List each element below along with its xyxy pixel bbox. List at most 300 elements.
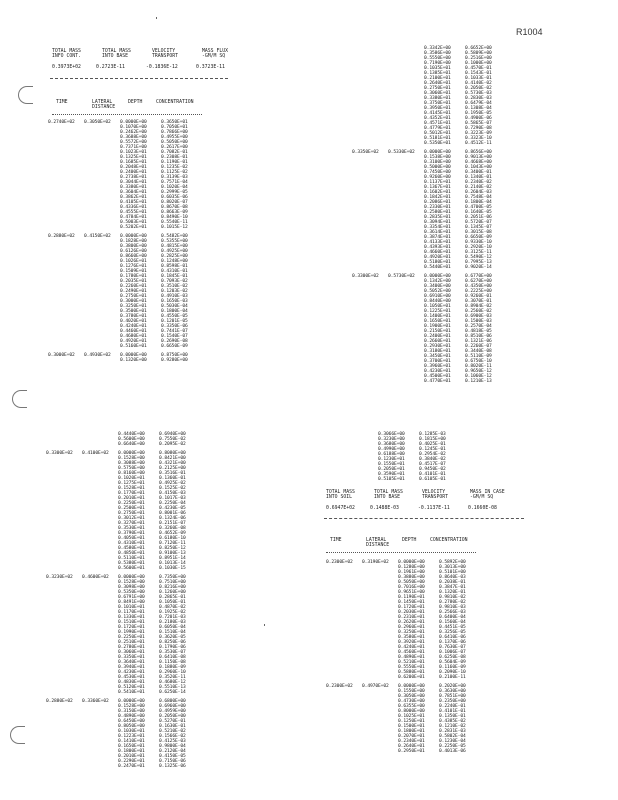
concentration-value: 0.4451E-05 bbox=[439, 625, 466, 630]
concentration-value: 0.2050E+00 bbox=[159, 714, 186, 719]
depth-value: 0.8000E+00 bbox=[398, 709, 425, 714]
concentration-value: 0.8670E-08 bbox=[161, 205, 188, 210]
concentration-value: 0.1060E-12 bbox=[465, 374, 492, 379]
depth-value: 0.4571E+01 bbox=[424, 121, 451, 126]
concentration-value: 0.1790E-06 bbox=[159, 645, 186, 650]
header-lateral: LATERAL DISTANCE bbox=[366, 538, 390, 549]
depth-value: 0.1342E+00 bbox=[424, 279, 451, 284]
binder-hole-icon bbox=[12, 390, 27, 408]
concentration-value: 0.2051E-06 bbox=[465, 215, 492, 220]
concentration-value: 0.4700E-05 bbox=[465, 205, 492, 210]
concentration-value: 0.9800E-04 bbox=[159, 744, 186, 749]
divider bbox=[326, 552, 476, 553]
depth-value: 0.3688E+00 bbox=[120, 135, 147, 140]
concentration-value: 0.2690E-08 bbox=[161, 339, 188, 344]
depth-value: 0.4145E+01 bbox=[424, 111, 451, 116]
depth-value: 0.1250E+01 bbox=[398, 719, 425, 724]
table-row bbox=[120, 225, 199, 230]
summary-right-header: MASS IN CASE -GM/M SQ bbox=[470, 490, 505, 501]
summary-right-value: 0.1660E-08 bbox=[468, 505, 497, 511]
header-concentration: CONCENTRATION bbox=[156, 100, 194, 105]
depth-value: 0.3354E+01 bbox=[424, 225, 451, 230]
summary-top-values bbox=[52, 65, 242, 70]
depth-value: 0.2086E+01 bbox=[424, 200, 451, 205]
depth-value: 0.5160E+01 bbox=[120, 344, 147, 349]
concentration-value: 0.2100E-11 bbox=[439, 675, 466, 680]
concentration-value: 0.6270E+00 bbox=[465, 279, 492, 284]
concentration-value: 0.4230E-05 bbox=[159, 506, 186, 511]
depth-value: 0.1023E+01 bbox=[120, 150, 147, 155]
concentration-value: 0.6652E+00 bbox=[465, 46, 492, 51]
summary-top-value: -0.1836E-12 bbox=[146, 64, 178, 70]
concentration-value: 0.2566E-03 bbox=[439, 610, 466, 615]
depth-value: 0.3880E+00 bbox=[398, 575, 425, 580]
concentration-value: 0.2865E-01 bbox=[159, 595, 186, 600]
page-mark bbox=[156, 17, 157, 19]
concentration-value: 0.2225E+00 bbox=[465, 289, 492, 294]
concentration-value: 0.8904E-02 bbox=[465, 304, 492, 309]
concentration-value: 0.6650E-09 bbox=[465, 235, 492, 240]
depth-value: 0.1050E+01 bbox=[424, 304, 451, 309]
depth-value: 0.4730E+00 bbox=[398, 699, 425, 704]
depth-value: 0.4460E+01 bbox=[120, 329, 147, 334]
concentration-value: 0.5540E-11 bbox=[161, 220, 188, 225]
depth-value: 0.0000E+00 bbox=[120, 234, 147, 239]
time-value: 0.2740E+02 bbox=[48, 120, 75, 125]
concentration-value: 0.9330E-10 bbox=[465, 240, 492, 245]
concentration-value: 0.3516E-01 bbox=[159, 471, 186, 476]
concentration-value: 0.8250E-06 bbox=[159, 640, 186, 645]
concentration-value: 0.1203E-02 bbox=[161, 289, 188, 294]
concentration-value: 0.2617E+00 bbox=[161, 145, 188, 150]
concentration-value: 0.1285E-03 bbox=[419, 432, 446, 437]
concentration-value: 0.1210E-13 bbox=[465, 379, 492, 384]
concentration-value: 0.8080E+00 bbox=[159, 451, 186, 456]
depth-value: 0.2620E+01 bbox=[398, 620, 425, 625]
concentration-value: 0.4900E-06 bbox=[465, 116, 492, 121]
depth-value: 0.5050E+00 bbox=[398, 580, 425, 585]
summary-top-header: TOTAL MASS INTO BASE bbox=[102, 49, 131, 60]
depth-value: 0.2070E+01 bbox=[398, 734, 425, 739]
depth-value: 0.5410E+01 bbox=[118, 690, 145, 695]
depth-value: 0.3250E+01 bbox=[398, 630, 425, 635]
concentration-value: 0.1020E-04 bbox=[161, 185, 188, 190]
depth-value: 0.9651E+00 bbox=[398, 590, 425, 595]
depth-value: 0.3604E+01 bbox=[120, 190, 147, 195]
concentration-value: 0.6410E-08 bbox=[159, 655, 186, 660]
concentration-value: 0.5490E-12 bbox=[465, 255, 492, 260]
concentration-value: 0.1235E-02 bbox=[161, 165, 188, 170]
depth-value: 0.4660E+01 bbox=[424, 250, 451, 255]
depth-value: 0.1550E+00 bbox=[398, 689, 425, 694]
concentration-value: 0.8490E-10 bbox=[161, 215, 188, 220]
depth-value: 0.1528E+01 bbox=[118, 486, 145, 491]
concentration-value: 0.2095E-02 bbox=[159, 442, 186, 447]
concentration-value: 0.1880E-09 bbox=[159, 665, 186, 670]
summary-top-value: 0.3973E+02 bbox=[52, 64, 81, 70]
concentration-value: 0.3223E-09 bbox=[465, 131, 492, 136]
depth-value: 0.4890E+01 bbox=[398, 655, 425, 660]
depth-value: 0.2750E+01 bbox=[424, 86, 451, 91]
depth-value: 0.2330E+01 bbox=[424, 205, 451, 210]
depth-value: 0.4890E+00 bbox=[118, 714, 145, 719]
concentration-value: 0.3350E-06 bbox=[161, 324, 188, 329]
depth-value: 0.2580E+01 bbox=[424, 210, 451, 215]
concentration-value: 0.9280E+00 bbox=[161, 358, 188, 363]
concentration-value: 0.9020E-14 bbox=[465, 265, 492, 270]
depth-value: 0.0000E+00 bbox=[118, 575, 145, 580]
concentration-value: 0.1245E-01 bbox=[419, 447, 446, 452]
depth-value: 0.3586E+00 bbox=[424, 51, 451, 56]
lateral-distance-value: 0.4100E+02 bbox=[82, 451, 109, 456]
concentration-value: 0.6900E-03 bbox=[465, 314, 492, 319]
depth-value: 0.1320E+00 bbox=[120, 358, 147, 363]
concentration-value: 0.7201E-03 bbox=[159, 615, 186, 620]
summary-right bbox=[326, 490, 526, 511]
depth-value: 0.1780E+01 bbox=[120, 274, 147, 279]
concentration-value: 0.8750E+00 bbox=[161, 353, 188, 358]
depth-value: 0.1276E+01 bbox=[120, 264, 147, 269]
concentration-value: 0.2151E-07 bbox=[159, 521, 186, 526]
depth-value: 0.3450E+01 bbox=[424, 354, 451, 359]
depth-value: 0.0000E+00 bbox=[398, 560, 425, 565]
depth-value: 0.3180E+01 bbox=[424, 349, 451, 354]
depth-value: 0.4830E+01 bbox=[118, 680, 145, 685]
depth-value: 0.3100E+00 bbox=[424, 160, 451, 165]
depth-value: 0.2930E+01 bbox=[424, 344, 451, 349]
depth-value: 0.7190E+00 bbox=[424, 61, 451, 66]
depth-value: 0.3750E+01 bbox=[424, 101, 451, 106]
depth-value: 0.5440E+01 bbox=[424, 265, 451, 270]
table-row bbox=[118, 566, 197, 571]
depth-value: 0.4530E+01 bbox=[118, 675, 145, 680]
depth-value: 0.3044E+01 bbox=[120, 180, 147, 185]
concentration-value: 0.3139E-03 bbox=[161, 175, 188, 180]
concentration-value: 0.7150E-06 bbox=[159, 759, 186, 764]
depth-value: 0.3680E+00 bbox=[378, 442, 405, 447]
depth-value: 0.2738E+01 bbox=[120, 175, 147, 180]
concentration-value: 0.1800E-04 bbox=[465, 200, 492, 205]
depth-value: 0.5181E+01 bbox=[424, 136, 451, 141]
concentration-value: 0.3440E-08 bbox=[465, 349, 492, 354]
table-row bbox=[398, 749, 477, 754]
concentration-value: 0.4321E+00 bbox=[159, 461, 186, 466]
depth-value: 0.3614E+01 bbox=[424, 230, 451, 235]
concentration-value: 0.4818E-05 bbox=[465, 329, 492, 334]
depth-value: 0.1225E+01 bbox=[424, 309, 451, 314]
depth-value: 0.3400E+00 bbox=[424, 284, 451, 289]
depth-value: 0.4555E+01 bbox=[120, 210, 147, 215]
time-value: 0.3350E+02 bbox=[352, 150, 379, 155]
concentration-value: 0.8656E+00 bbox=[465, 150, 492, 155]
depth-value: 0.1325E+01 bbox=[120, 155, 147, 160]
depth-value: 0.3380E+01 bbox=[120, 185, 147, 190]
depth-value: 0.3960E+01 bbox=[424, 364, 451, 369]
concentration-value: 0.4955E+00 bbox=[161, 135, 188, 140]
concentration-value: 0.3015E-08 bbox=[465, 230, 492, 235]
concentration-value: 0.6250E-14 bbox=[159, 690, 186, 695]
concentration-value: 0.3630E+00 bbox=[439, 689, 466, 694]
concentration-value: 0.6960E+00 bbox=[159, 704, 186, 709]
depth-value: 0.1720E+01 bbox=[118, 625, 145, 630]
concentration-value: 0.4815E+00 bbox=[161, 244, 188, 249]
depth-value: 0.4920E+01 bbox=[424, 255, 451, 260]
depth-value: 0.3350E+01 bbox=[118, 655, 145, 660]
depth-value: 0.8440E+00 bbox=[424, 299, 451, 304]
depth-value: 0.1137E+01 bbox=[424, 180, 451, 185]
concentration-value: 0.7630E-07 bbox=[439, 645, 466, 650]
depth-value: 0.1400E+01 bbox=[424, 314, 451, 319]
concentration-value: 0.2308E-01 bbox=[161, 155, 188, 160]
concentration-value: 0.5892E+00 bbox=[439, 560, 466, 565]
depth-value: 0.3580E+01 bbox=[398, 635, 425, 640]
concentration-value: 0.2825E+00 bbox=[161, 254, 188, 259]
summary-top-headers bbox=[52, 49, 242, 60]
concentration-value: 0.2960E-10 bbox=[159, 670, 186, 675]
depth-value: 0.4990E+00 bbox=[378, 447, 405, 452]
concentration-value: 0.1540E-07 bbox=[161, 334, 188, 339]
concentration-value: 0.1230E-04 bbox=[439, 739, 466, 744]
depth-value: 0.2660E+01 bbox=[424, 339, 451, 344]
depth-value: 0.3098E+00 bbox=[118, 585, 145, 590]
depth-value: 0.5202E+01 bbox=[120, 225, 147, 230]
depth-value: 0.2250E+01 bbox=[118, 501, 145, 506]
concentration-value: 0.6400E-04 bbox=[439, 615, 466, 620]
document-id: R1004 bbox=[516, 27, 543, 37]
depth-value: 0.4779E+01 bbox=[424, 126, 451, 131]
depth-value: 0.1410E+01 bbox=[118, 739, 145, 744]
concentration-value: 0.5101E+00 bbox=[439, 570, 466, 575]
depth-value: 0.2030E+01 bbox=[398, 610, 425, 615]
depth-value: 0.3862E+01 bbox=[120, 195, 147, 200]
concentration-value: 0.1320E-01 bbox=[439, 590, 466, 595]
depth-value: 0.1602E+01 bbox=[424, 190, 451, 195]
depth-value: 0.4393E+01 bbox=[424, 245, 451, 250]
concentration-value: 0.1845E-01 bbox=[161, 274, 188, 279]
concentration-value: 0.1543E-01 bbox=[465, 71, 492, 76]
depth-value: 0.4230E+01 bbox=[424, 369, 451, 374]
concentration-value: 0.2780E-02 bbox=[439, 600, 466, 605]
depth-value: 0.2750E+01 bbox=[118, 511, 145, 516]
concentration-value: 0.1190E-01 bbox=[161, 160, 188, 165]
depth-value: 0.1650E+01 bbox=[118, 744, 145, 749]
depth-value: 0.5380E+01 bbox=[118, 561, 145, 566]
concentration-value: 0.2604E-03 bbox=[465, 190, 492, 195]
depth-value: 0.4440E+00 bbox=[118, 432, 145, 437]
depth-value: 0.2640E+01 bbox=[398, 744, 425, 749]
depth-value: 0.2950E+01 bbox=[398, 749, 425, 754]
time-value: 0.2300E+02 bbox=[326, 560, 353, 565]
depth-value: 0.1509E+01 bbox=[120, 269, 147, 274]
table-row bbox=[424, 141, 503, 146]
concentration-value: 0.1370E-06 bbox=[439, 640, 466, 645]
concentration-value: 0.2340E-02 bbox=[465, 180, 492, 185]
depth-value: 0.5350E+01 bbox=[424, 141, 451, 146]
depth-value: 0.3920E+01 bbox=[398, 640, 425, 645]
concentration-value: 0.1325E-06 bbox=[159, 764, 186, 769]
depth-value: 0.0000E+00 bbox=[120, 353, 147, 358]
concentration-value: 0.9650E-12 bbox=[465, 369, 492, 374]
summary-top-header: TOTAL MASS INFO CONT. bbox=[52, 49, 81, 60]
concentration-value: 0.4140E-02 bbox=[465, 81, 492, 86]
lateral-distance-value: 0.5730E+02 bbox=[388, 274, 415, 279]
depth-value: 0.3094E+01 bbox=[424, 220, 451, 225]
depth-value: 0.5600E+01 bbox=[118, 566, 145, 571]
concentration-value: 0.4512E-11 bbox=[465, 141, 492, 146]
depth-value: 0.2960E+01 bbox=[398, 625, 425, 630]
depth-value: 0.1030E+01 bbox=[118, 729, 145, 734]
concentration-value: 0.1925E-02 bbox=[159, 610, 186, 615]
concentration-value: 0.1043E+00 bbox=[465, 165, 492, 170]
concentration-value: 0.2180E-03 bbox=[159, 620, 186, 625]
concentration-value: 0.9260E-01 bbox=[465, 294, 492, 299]
concentration-value: 0.3840E-02 bbox=[419, 457, 446, 462]
depth-value: 0.4240E+01 bbox=[120, 324, 147, 329]
depth-value: 0.4784E+01 bbox=[120, 215, 147, 220]
concentration-value: 0.8250E-12 bbox=[159, 546, 186, 551]
depth-value: 0.4020E+01 bbox=[120, 319, 147, 324]
depth-value: 0.1510E+01 bbox=[118, 620, 145, 625]
concentration-value: 0.2250E-04 bbox=[159, 501, 186, 506]
concentration-value: 0.4668E+00 bbox=[465, 160, 492, 165]
table-row bbox=[424, 379, 503, 384]
concentration-value: 0.2350E+00 bbox=[439, 699, 466, 704]
concentration-value: 0.3510E-02 bbox=[161, 284, 188, 289]
concentration-value: 0.7093E-02 bbox=[161, 279, 188, 284]
depth-value: 0.3380E+01 bbox=[424, 96, 451, 101]
depth-value: 0.3700E+01 bbox=[424, 359, 451, 364]
concentration-value: 0.4652E-09 bbox=[159, 531, 186, 536]
concentration-value: 0.1566E-02 bbox=[159, 734, 186, 739]
depth-value: 0.5105E+01 bbox=[378, 477, 405, 482]
depth-value: 0.1528E+00 bbox=[118, 704, 145, 709]
time-value: 0.2880E+02 bbox=[48, 234, 75, 239]
time-value: 0.2880E+02 bbox=[46, 699, 73, 704]
concentration-value: 0.6250E-08 bbox=[439, 655, 466, 660]
binder-hole-icon bbox=[10, 726, 25, 744]
depth-value: 0.5000E+00 bbox=[424, 165, 451, 170]
summary-top-value: 0.3723E-11 bbox=[196, 64, 225, 70]
concentration-value: 0.8421E+00 bbox=[159, 456, 186, 461]
lateral-distance-value: 0.3190E+02 bbox=[362, 560, 389, 565]
concentration-value: 0.2120E-04 bbox=[159, 749, 186, 754]
concentration-value: 0.5720E-07 bbox=[465, 220, 492, 225]
concentration-value: 0.3847E-01 bbox=[439, 585, 466, 590]
concentration-value: 0.9100E-13 bbox=[159, 551, 186, 556]
depth-value: 0.1842E+01 bbox=[424, 195, 451, 200]
concentration-value: 0.6410E-06 bbox=[439, 635, 466, 640]
lateral-distance-value: 0.4930E+02 bbox=[84, 353, 111, 358]
concentration-value: 0.1650E-03 bbox=[161, 299, 188, 304]
depth-value: 0.3342E+00 bbox=[424, 46, 451, 51]
concentration-value: 0.1525E-02 bbox=[159, 486, 186, 491]
concentration-value: 0.1800E-04 bbox=[161, 309, 188, 314]
depth-value: 0.4920E+01 bbox=[120, 339, 147, 344]
depth-value: 0.1500E+01 bbox=[398, 724, 425, 729]
concentration-value: 0.1260E+00 bbox=[159, 590, 186, 595]
concentration-value: 0.4959E+00 bbox=[159, 709, 186, 714]
concentration-value: 0.3620E-05 bbox=[159, 635, 186, 640]
depth-value: 0.4680E+01 bbox=[120, 334, 147, 339]
depth-value: 0.3060E+01 bbox=[424, 91, 451, 96]
depth-value: 0.8660E+00 bbox=[120, 254, 147, 259]
concentration-value: 0.5050E+00 bbox=[161, 140, 188, 145]
page-mark bbox=[264, 624, 265, 626]
depth-value: 0.3500E+01 bbox=[120, 309, 147, 314]
depth-value: 0.5052E+00 bbox=[424, 289, 451, 294]
concentration-value: 0.4125E-03 bbox=[159, 739, 186, 744]
concentration-value: 0.4025E-01 bbox=[419, 442, 446, 447]
depth-value: 0.5180E+01 bbox=[424, 260, 451, 265]
concentration-value: 0.3400E-01 bbox=[465, 170, 492, 175]
depth-value: 0.3800E+00 bbox=[120, 244, 147, 249]
concentration-value: 0.2516E+00 bbox=[465, 56, 492, 61]
summary-top-header: VELOCITY TRANSPORT bbox=[152, 49, 178, 60]
concentration-value: 0.2240E-01 bbox=[439, 704, 466, 709]
depth-value: 0.5750E+00 bbox=[118, 466, 145, 471]
depth-value: 0.0000E+00 bbox=[424, 274, 451, 279]
concentration-value: 0.1015E-12 bbox=[161, 225, 188, 230]
depth-value: 0.0000E+00 bbox=[424, 150, 451, 155]
concentration-value: 0.5730E-03 bbox=[465, 91, 492, 96]
concentration-value: 0.8951E-14 bbox=[159, 556, 186, 561]
concentration-value: 0.3125E-11 bbox=[465, 250, 492, 255]
concentration-value: 0.5865E-07 bbox=[465, 121, 492, 126]
depth-value: 0.8491E+00 bbox=[118, 600, 145, 605]
depth-value: 0.2260E+01 bbox=[120, 284, 147, 289]
concentration-value: 0.2020E+00 bbox=[439, 684, 466, 689]
depth-value: 0.3790E+01 bbox=[118, 531, 145, 536]
depth-value: 0.4050E+01 bbox=[118, 536, 145, 541]
summary-right-header: TOTAL MASS INTO SOIL bbox=[326, 490, 355, 501]
concentration-value: 0.4350E+00 bbox=[465, 284, 492, 289]
concentration-value: 0.5510E-13 bbox=[159, 685, 186, 690]
summary-top bbox=[52, 49, 242, 70]
depth-value: 0.0000E+00 bbox=[118, 699, 145, 704]
depth-value: 0.1035E+01 bbox=[424, 66, 451, 71]
depth-value: 0.2500E+01 bbox=[118, 506, 145, 511]
depth-value: 0.2010E+01 bbox=[118, 754, 145, 759]
summary-top-value: 0.2723E-11 bbox=[96, 64, 125, 70]
depth-value: 0.1450E+01 bbox=[398, 600, 425, 605]
depth-value: 0.7450E+00 bbox=[424, 170, 451, 175]
depth-value: 0.3270E+01 bbox=[118, 521, 145, 526]
depth-value: 0.0000E+00 bbox=[398, 684, 425, 689]
depth-value: 0.9260E+00 bbox=[424, 175, 451, 180]
depth-value: 0.1275E+01 bbox=[118, 481, 145, 486]
summary-right-header: VELOCITY TRANSPORT bbox=[422, 490, 448, 501]
concentration-value: 0.4101E-01 bbox=[419, 472, 446, 477]
concentration-value: 0.2560E-02 bbox=[465, 309, 492, 314]
depth-value: 0.2400E+01 bbox=[120, 170, 147, 175]
depth-value: 0.6126E+00 bbox=[120, 249, 147, 254]
depth-value: 0.1385E+01 bbox=[424, 71, 451, 76]
concentration-value: 0.4517E-07 bbox=[419, 462, 446, 467]
depth-value: 0.1528E+00 bbox=[118, 456, 145, 461]
concentration-value: 0.3520E-11 bbox=[159, 675, 186, 680]
depth-value: 0.3874E+01 bbox=[424, 235, 451, 240]
depth-value: 0.2780E+01 bbox=[118, 645, 145, 650]
concentration-value: 0.8020E-11 bbox=[465, 364, 492, 369]
concentration-value: 0.2260E-07 bbox=[465, 344, 492, 349]
depth-value: 0.2640E+01 bbox=[424, 81, 451, 86]
depth-value: 0.1528E+00 bbox=[118, 580, 145, 585]
depth-value: 0.6200E+01 bbox=[398, 675, 425, 680]
concentration-value: 0.7550E-02 bbox=[159, 437, 186, 442]
depth-value: 0.1190E+01 bbox=[398, 595, 425, 600]
depth-value: 0.2400E+01 bbox=[424, 334, 451, 339]
concentration-value: 0.8510E-06 bbox=[465, 334, 492, 339]
